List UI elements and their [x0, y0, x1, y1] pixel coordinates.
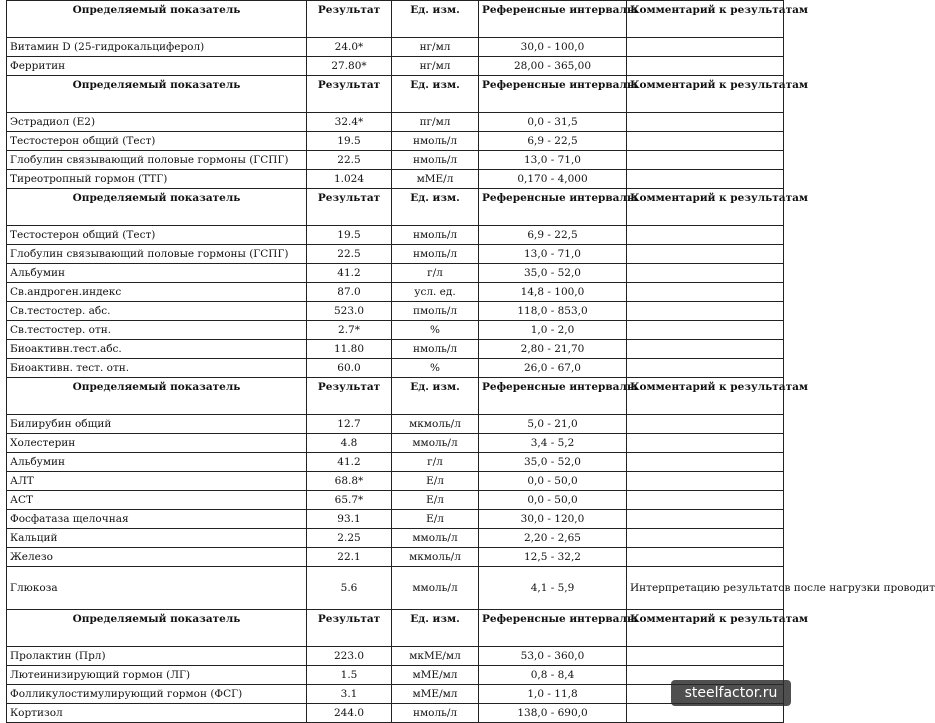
reference-range-cell: 12,5 - 32,2 [479, 548, 627, 567]
comment-cell [627, 453, 784, 472]
reference-range-cell: 138,0 - 690,0 [479, 704, 627, 723]
table-row [7, 340, 784, 359]
unit-cell: пмоль/л [392, 302, 479, 321]
result-cell: 5.6 [307, 567, 392, 610]
test-name-cell: Тестостерон общий (Тест) [7, 226, 307, 245]
table-row [7, 151, 784, 170]
column-header-result: Результат [307, 1, 392, 38]
column-header-unit: Ед. изм. [392, 189, 479, 226]
test-name-cell: Кортизол [7, 704, 307, 723]
test-name-cell: Эстрадиол (E2) [7, 113, 307, 132]
result-cell: 24.0* [307, 38, 392, 57]
reference-range-cell: 0,8 - 8,4 [479, 666, 627, 685]
comment-cell [627, 132, 784, 151]
column-header-comment: Комментарий к результатам [627, 1, 784, 38]
unit-cell: ммоль/л [392, 434, 479, 453]
table-row [7, 245, 784, 264]
column-header-result: Результат [307, 610, 392, 647]
result-cell: 68.8* [307, 472, 392, 491]
test-name-cell: Витамин D (25-гидрокальциферол) [7, 38, 307, 57]
comment-cell [627, 38, 784, 57]
result-cell: 65.7* [307, 491, 392, 510]
comment-cell [627, 302, 784, 321]
result-cell: 11.80 [307, 340, 392, 359]
reference-range-cell: 30,0 - 120,0 [479, 510, 627, 529]
result-cell: 244.0 [307, 704, 392, 723]
result-cell: 22.5 [307, 245, 392, 264]
result-cell: 93.1 [307, 510, 392, 529]
test-name-cell: Железо [7, 548, 307, 567]
comment-cell [627, 264, 784, 283]
test-name-cell: Глюкоза [7, 567, 307, 610]
table-header-row [7, 610, 784, 647]
result-cell: 1.024 [307, 170, 392, 189]
column-header-result: Результат [307, 378, 392, 415]
test-name-cell: Тестостерон общий (Тест) [7, 132, 307, 151]
reference-range-cell: 14,8 - 100,0 [479, 283, 627, 302]
unit-cell: % [392, 359, 479, 378]
reference-range-cell: 5,0 - 21,0 [479, 415, 627, 434]
comment-cell [627, 226, 784, 245]
column-header-comment: Комментарий к результатам [627, 378, 784, 415]
table-header-row [7, 378, 784, 415]
column-header-name: Определяемый показатель [7, 189, 307, 226]
result-cell: 2.7* [307, 321, 392, 340]
column-header-result: Результат [307, 189, 392, 226]
unit-cell: нмоль/л [392, 151, 479, 170]
comment-cell [627, 283, 784, 302]
column-header-comment: Комментарий к результатам [627, 189, 784, 226]
comment-cell [627, 321, 784, 340]
lab-results-body [7, 1, 935, 723]
column-header-unit: Ед. изм. [392, 76, 479, 113]
table-row [7, 472, 784, 491]
test-name-cell: Холестерин [7, 434, 307, 453]
reference-range-cell: 35,0 - 52,0 [479, 453, 627, 472]
table-row [7, 647, 784, 666]
test-name-cell: Пролактин (Прл) [7, 647, 307, 666]
table-row [7, 685, 784, 704]
reference-range-cell: 30,0 - 100,0 [479, 38, 627, 57]
column-header-ref: Референсные интервалы [479, 76, 627, 113]
comment-cell [627, 340, 784, 359]
column-header-unit: Ед. изм. [392, 1, 479, 38]
test-name-cell: Тиреотропный гормон (ТТГ) [7, 170, 307, 189]
table-header-row [7, 76, 784, 113]
test-name-cell: Лютеинизирующий гормон (ЛГ) [7, 666, 307, 685]
result-cell: 2.25 [307, 529, 392, 548]
table-row [7, 510, 784, 529]
reference-range-cell: 0,0 - 50,0 [479, 491, 627, 510]
test-name-cell: Глобулин связывающий половые гормоны (ГСПГ) [7, 151, 307, 170]
unit-cell: Е/л [392, 510, 479, 529]
unit-cell: нмоль/л [392, 704, 479, 723]
table-header-row [7, 189, 784, 226]
table-row [7, 415, 784, 434]
reference-range-cell: 0,0 - 31,5 [479, 113, 627, 132]
unit-cell: Е/л [392, 472, 479, 491]
table-row [7, 529, 784, 548]
column-header-name: Определяемый показатель [7, 76, 307, 113]
result-cell: 523.0 [307, 302, 392, 321]
table-row [7, 283, 784, 302]
unit-cell: г/л [392, 453, 479, 472]
unit-cell: нмоль/л [392, 340, 479, 359]
test-name-cell: Глобулин связывающий половые гормоны (ГСПГ) [7, 245, 307, 264]
column-header-unit: Ед. изм. [392, 378, 479, 415]
unit-cell: пг/мл [392, 113, 479, 132]
table-row [7, 57, 784, 76]
test-name-cell: Св.тестостер. абс. [7, 302, 307, 321]
unit-cell: г/л [392, 264, 479, 283]
comment-cell: Интерпретацию результатов после нагрузки проводит [627, 567, 784, 610]
reference-range-cell: 13,0 - 71,0 [479, 151, 627, 170]
reference-range-cell: 6,9 - 22,5 [479, 226, 627, 245]
column-header-ref: Референсные интервалы [479, 1, 627, 38]
lab-results-document [6, 0, 935, 723]
table-row [7, 302, 784, 321]
comment-cell [627, 359, 784, 378]
table-row [7, 321, 784, 340]
comment-cell [627, 245, 784, 264]
comment-cell [627, 704, 784, 723]
result-cell: 4.8 [307, 434, 392, 453]
unit-cell: нг/мл [392, 57, 479, 76]
table-row [7, 38, 784, 57]
test-name-cell: Билирубин общий [7, 415, 307, 434]
site-watermark: steelfactor.ru [671, 680, 791, 706]
comment-cell [627, 113, 784, 132]
reference-range-cell: 4,1 - 5,9 [479, 567, 627, 610]
unit-cell: нг/мл [392, 38, 479, 57]
unit-cell: нмоль/л [392, 132, 479, 151]
test-name-cell: АСТ [7, 491, 307, 510]
comment-cell [627, 510, 784, 529]
reference-range-cell: 1,0 - 2,0 [479, 321, 627, 340]
reference-range-cell: 6,9 - 22,5 [479, 132, 627, 151]
test-name-cell: Кальций [7, 529, 307, 548]
unit-cell: мМЕ/л [392, 170, 479, 189]
test-name-cell: Св.андроген.индекс [7, 283, 307, 302]
column-header-name: Определяемый показатель [7, 1, 307, 38]
result-cell: 3.1 [307, 685, 392, 704]
reference-range-cell: 3,4 - 5,2 [479, 434, 627, 453]
result-cell: 19.5 [307, 226, 392, 245]
column-header-name: Определяемый показатель [7, 610, 307, 647]
table-row [7, 132, 784, 151]
unit-cell: мМЕ/мл [392, 666, 479, 685]
column-header-name: Определяемый показатель [7, 378, 307, 415]
comment-cell [627, 491, 784, 510]
test-name-cell: Ферритин [7, 57, 307, 76]
comment-cell [627, 415, 784, 434]
lab-results-table [6, 0, 935, 723]
result-cell: 60.0 [307, 359, 392, 378]
unit-cell: мкМЕ/мл [392, 647, 479, 666]
table-row [7, 491, 784, 510]
column-header-result: Результат [307, 76, 392, 113]
reference-range-cell: 0,0 - 50,0 [479, 472, 627, 491]
table-row [7, 264, 784, 283]
reference-range-cell: 1,0 - 11,8 [479, 685, 627, 704]
table-row [7, 548, 784, 567]
table-row [7, 170, 784, 189]
unit-cell: ммоль/л [392, 529, 479, 548]
unit-cell: нмоль/л [392, 245, 479, 264]
result-cell: 27.80* [307, 57, 392, 76]
comment-cell [627, 529, 784, 548]
comment-cell [627, 647, 784, 666]
test-name-cell: Альбумин [7, 264, 307, 283]
column-header-unit: Ед. изм. [392, 610, 479, 647]
reference-range-cell: 53,0 - 360,0 [479, 647, 627, 666]
table-row [7, 704, 784, 723]
unit-cell: мкмоль/л [392, 415, 479, 434]
unit-cell: нмоль/л [392, 226, 479, 245]
result-cell: 22.1 [307, 548, 392, 567]
test-name-cell: Фосфатаза щелочная [7, 510, 307, 529]
column-header-ref: Референсные интервалы [479, 378, 627, 415]
result-cell: 223.0 [307, 647, 392, 666]
comment-cell [627, 472, 784, 491]
unit-cell: ммоль/л [392, 567, 479, 610]
table-row [7, 113, 784, 132]
comment-cell [627, 151, 784, 170]
reference-range-cell: 13,0 - 71,0 [479, 245, 627, 264]
comment-cell [627, 548, 784, 567]
result-cell: 1.5 [307, 666, 392, 685]
comment-cell [627, 57, 784, 76]
reference-range-cell: 0,170 - 4,000 [479, 170, 627, 189]
reference-range-cell: 35,0 - 52,0 [479, 264, 627, 283]
unit-cell: мМЕ/мл [392, 685, 479, 704]
unit-cell: мкмоль/л [392, 548, 479, 567]
test-name-cell: Биоактивн.тест.абс. [7, 340, 307, 359]
table-row [7, 434, 784, 453]
unit-cell: Е/л [392, 491, 479, 510]
result-cell: 32.4* [307, 113, 392, 132]
column-header-ref: Референсные интервалы [479, 189, 627, 226]
unit-cell: усл. ед. [392, 283, 479, 302]
column-header-comment: Комментарий к результатам [627, 76, 784, 113]
comment-cell [627, 170, 784, 189]
table-row [7, 226, 784, 245]
reference-range-cell: 2,80 - 21,70 [479, 340, 627, 359]
unit-cell: % [392, 321, 479, 340]
comment-cell [627, 434, 784, 453]
column-header-ref: Референсные интервалы [479, 610, 627, 647]
reference-range-cell: 118,0 - 853,0 [479, 302, 627, 321]
table-row [7, 666, 784, 685]
test-name-cell: Св.тестостер. отн. [7, 321, 307, 340]
table-row [7, 567, 784, 610]
reference-range-cell: 2,20 - 2,65 [479, 529, 627, 548]
test-name-cell: АЛТ [7, 472, 307, 491]
column-header-comment: Комментарий к результатам [627, 610, 784, 647]
test-name-cell: Биоактивн. тест. отн. [7, 359, 307, 378]
result-cell: 41.2 [307, 453, 392, 472]
test-name-cell: Альбумин [7, 453, 307, 472]
table-header-row [7, 1, 784, 38]
reference-range-cell: 28,00 - 365,00 [479, 57, 627, 76]
table-row [7, 453, 784, 472]
result-cell: 19.5 [307, 132, 392, 151]
table-row [7, 359, 784, 378]
reference-range-cell: 26,0 - 67,0 [479, 359, 627, 378]
result-cell: 12.7 [307, 415, 392, 434]
test-name-cell: Фолликулостимулирующий гормон (ФСГ) [7, 685, 307, 704]
result-cell: 87.0 [307, 283, 392, 302]
result-cell: 22.5 [307, 151, 392, 170]
result-cell: 41.2 [307, 264, 392, 283]
